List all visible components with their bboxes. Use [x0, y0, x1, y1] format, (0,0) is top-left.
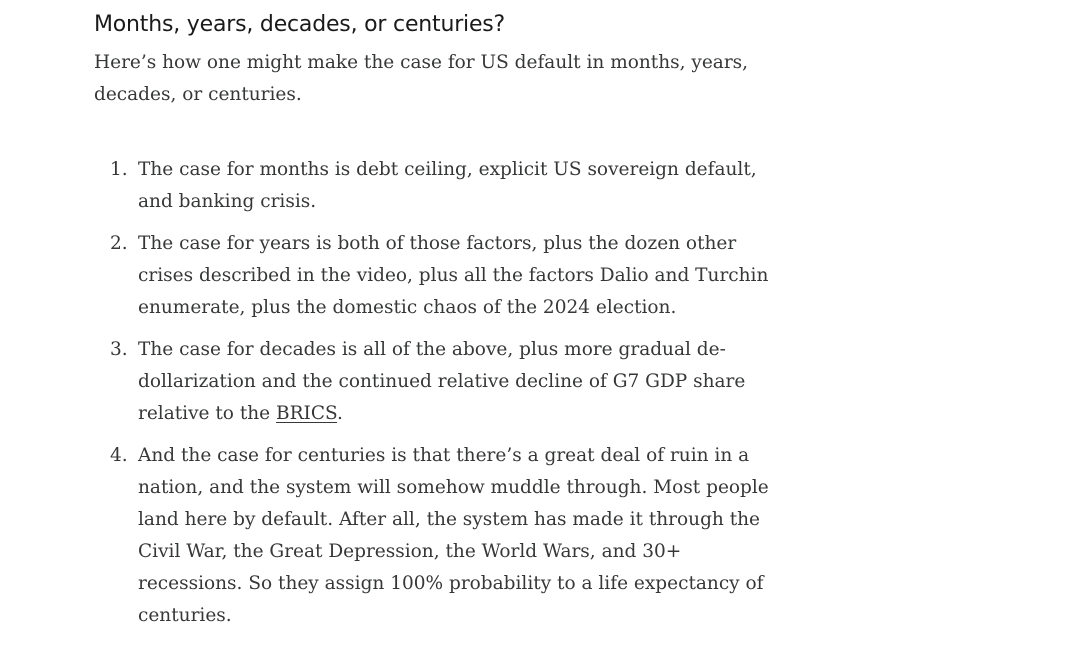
list-number: 2.: [110, 233, 128, 254]
intro-paragraph: Here’s how one might make the case for US default in months, years, decades, or centuries.: [94, 52, 749, 105]
list-item-text: The case for years is both of those factors, plus the dozen other crises described in the video, plus all the factors Dalio and Turchin enumerate, plus the domestic chaos of the 2024 election.: [138, 233, 769, 318]
section-heading: Months, years, decades, or centuries?: [94, 12, 506, 37]
list-item-decades: [94, 334, 788, 430]
list-item-text: The case for months is debt ceiling, explicit US sovereign default, and banking crisis.: [138, 159, 757, 212]
list-item-text: And the case for centuries is that there’s a great deal of ruin in a nation, and the system will somehow muddle through. Most people land here by default. After all, the system has made it through the Civil War, the Great Depression, the World Wars, and 30+ recessions. So they assign 100% probability to a life expectancy of centuries.: [138, 445, 769, 626]
brics-link[interactable]: BRICS: [276, 403, 338, 424]
list-number: 1.: [110, 159, 128, 180]
list-item-months: [94, 154, 788, 218]
list-item-centuries: [94, 440, 788, 632]
list-number: 4.: [110, 445, 128, 466]
list-item-text: [138, 339, 745, 424]
article-content: [94, 0, 814, 642]
list-item-text-before: The case for decades is all of the above, plus more gradual de-dollarization and the continued relative decline of G7 GDP share relative to the: [138, 339, 746, 424]
ordered-list: [94, 154, 814, 632]
list-item-years: [94, 228, 788, 324]
list-item-text-after: .: [337, 403, 343, 424]
list-number: 3.: [110, 339, 128, 360]
